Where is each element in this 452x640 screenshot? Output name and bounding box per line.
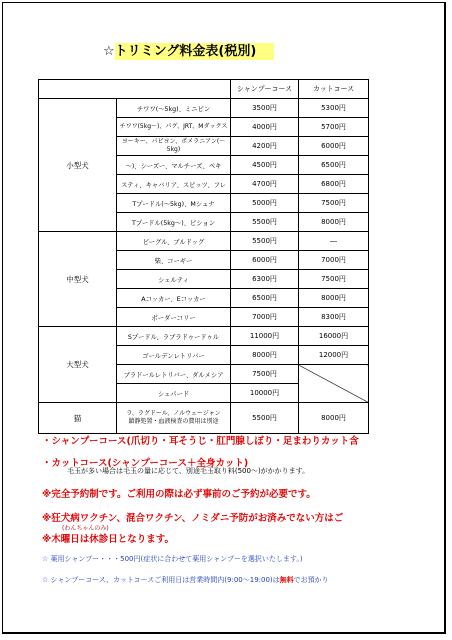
breed-cell: ブラドールレトリバー、ダルメシア [117, 365, 231, 384]
header-cut: カットコース [299, 80, 369, 99]
shampoo-price: 10000円 [231, 384, 299, 403]
shampoo-price: 7000円 [231, 308, 299, 327]
breed-cell: Tプードル(～5kg)、Mシュナ [117, 194, 231, 213]
breed-cell: Aコッカー、Eコッカー [117, 289, 231, 308]
header-blank [39, 80, 231, 99]
page-title [103, 40, 274, 59]
breed-cell: 柴、コーギー [117, 251, 231, 270]
breed-cell: ビーグル、ブルドッグ [117, 232, 231, 251]
hours-note: ☆ シャンプーコース、カットコースご利用日は営業時間内(9:00～19:00)は無料でお預かり [42, 576, 329, 584]
title-text: トリミング料金表(税別) [115, 43, 275, 60]
shampoo-course-note: ・シャンプーコース(爪切り・耳そうじ・肛門腺しぼり・足まわりカット含 [42, 436, 359, 447]
shampoo-price: 5000円 [231, 194, 299, 213]
table-header-row [39, 80, 369, 99]
breed-cell: Tプードル(5kg～)、ビション [117, 213, 231, 232]
cut-price: 7000円 [299, 251, 369, 270]
shampoo-price: 5500円 [231, 232, 299, 251]
hair-tangle-note: 毛玉が多い場合は毛玉の量に応じて、別途毛玉取り料(500～)がかかります。 [67, 467, 310, 475]
cut-price: 5300円 [299, 99, 369, 118]
cut-price-na [299, 365, 369, 403]
cut-price: 6800円 [299, 175, 369, 194]
shampoo-price: 6300円 [231, 270, 299, 289]
breed-cell: チワワ(～5kg)、ミニピン [117, 99, 231, 118]
table-row [39, 232, 369, 251]
cut-price: 8000円 [299, 403, 369, 434]
breed-cell: ～)、シーズー、マルチーズ、ペキ [117, 156, 231, 175]
breed-note: 鎮静処置・血液検査の費用は別途 [128, 418, 219, 425]
header-shampoo: シャンプーコース [231, 80, 299, 99]
vaccine-note: ※狂犬病ワクチン、混合ワクチン、ノミダニ予防がお済みでない方はご [42, 513, 344, 524]
cut-course-note: ・カットコース(シャンプーコース＋全身カット) [42, 458, 249, 469]
table-row [39, 403, 369, 434]
breed-cell: シェパード [117, 384, 231, 403]
price-table [38, 79, 369, 434]
table-row [39, 327, 369, 346]
closed-day-note: ※木曜日は休診日となります。 [42, 534, 174, 545]
shampoo-price: 4200円 [231, 137, 299, 156]
cut-price: 8300円 [299, 308, 369, 327]
breed-cell: Sプードル、ラブラドゥードゥル [117, 327, 231, 346]
cut-price: 6500円 [299, 156, 369, 175]
cut-price: 6000円 [299, 137, 369, 156]
table-row [39, 99, 369, 118]
shampoo-price: 6000円 [231, 251, 299, 270]
cut-price: 5700円 [299, 118, 369, 137]
breed-cell [117, 403, 231, 434]
shampoo-price: 3500円 [231, 99, 299, 118]
shampoo-price: 4000円 [231, 118, 299, 137]
shampoo-price: 4500円 [231, 156, 299, 175]
cut-price: 16000円 [299, 327, 369, 346]
category-cell: 猫 [39, 403, 117, 434]
medicated-shampoo-note: ☆ 薬用シャンプー・・・500円(症状に合わせて薬用シャンプーを選択いたします。) [42, 555, 303, 563]
cut-price: 8000円 [299, 213, 369, 232]
cut-price: 7500円 [299, 194, 369, 213]
shampoo-price: 5500円 [231, 213, 299, 232]
shampoo-price: 6500円 [231, 289, 299, 308]
breed-cell: ボーダーコリー [117, 308, 231, 327]
breed-cell: シェルティ [117, 270, 231, 289]
cut-price: 7500円 [299, 270, 369, 289]
star-icon: ☆ [103, 44, 115, 59]
breed-cell: スティ、キャバリア、スピッツ、フレ [117, 175, 231, 194]
category-cell: 小型犬 [39, 99, 117, 232]
breed-cell: ヨーキー、パピヨン、ポメラニアン(～5kg) [117, 137, 231, 156]
cut-price: ― [299, 232, 369, 251]
shampoo-price: 4700円 [231, 175, 299, 194]
shampoo-price: 7500円 [231, 365, 299, 384]
dogs-only-note: (わんちゃんのみ) [62, 525, 109, 532]
breed-cell: ゴールデンレトリバー [117, 346, 231, 365]
shampoo-price: 8000円 [231, 346, 299, 365]
category-cell: 中型犬 [39, 232, 117, 327]
category-cell: 大型犬 [39, 327, 117, 403]
breed-line: ラ、ラグドール、ノルウェージャン [126, 410, 221, 417]
breed-cell: チワワ(5kg～)、パグ、JRT、Mダックス [117, 118, 231, 137]
cut-price: 8000円 [299, 289, 369, 308]
shampoo-price: 11000円 [231, 327, 299, 346]
reservation-note: ※完全予約制です。ご利用の際は必ず事前のご予約が必要です。 [42, 489, 316, 500]
cut-price: 12000円 [299, 346, 369, 365]
shampoo-price: 5500円 [231, 403, 299, 434]
